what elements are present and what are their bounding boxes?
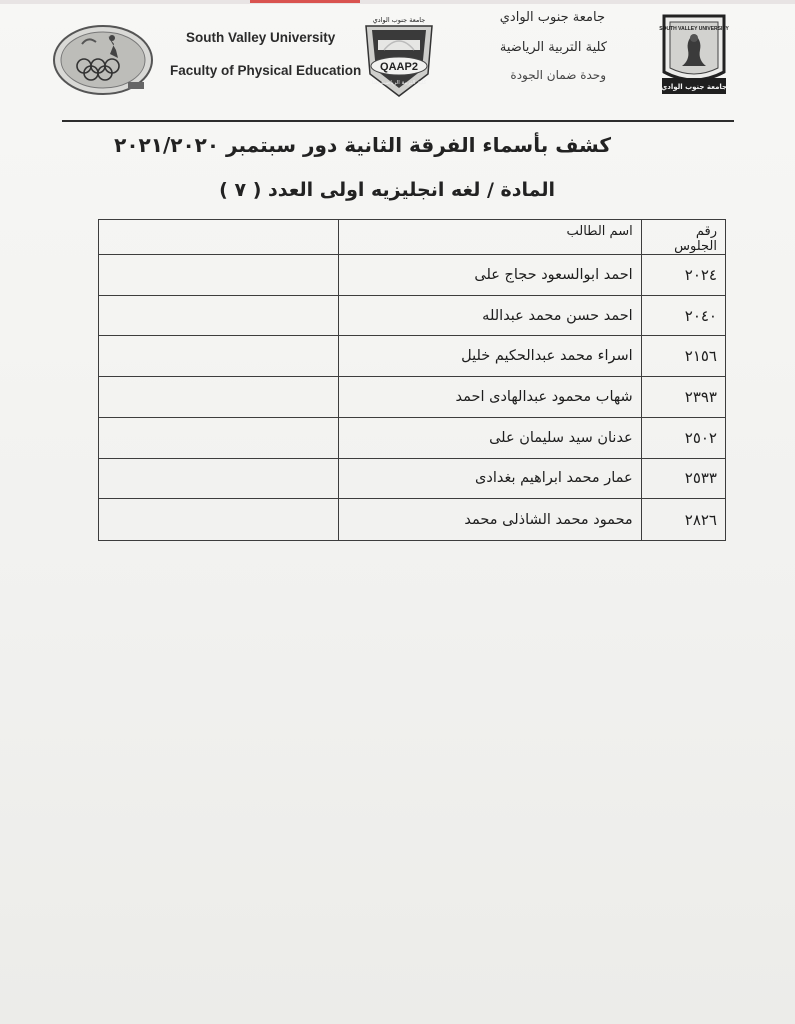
cutoff-header-text: وحدة ضمان الجودة: [510, 68, 606, 82]
red-edge-mark: [250, 0, 360, 3]
faculty-name-ar: كلية التربية الرياضية: [499, 40, 607, 55]
table-row: [99, 499, 726, 541]
table-row: [99, 255, 726, 296]
document-title: كشف بأسماء الفرقة الثانية دور سبتمبر ٢٠٢١/٢٠٢٠: [114, 133, 611, 157]
table-row: [99, 336, 726, 377]
table-row: [99, 377, 726, 418]
column-header-seat-number: رقم الجلوس: [641, 220, 725, 255]
blank-cell: [99, 377, 339, 418]
seat-number-cell: ٢٣٩٣: [641, 377, 725, 418]
seat-number-cell: ٢٠٤٠: [641, 295, 725, 336]
column-header-student-name: اسم الطالب: [339, 220, 641, 255]
document-subtitle: المادة / لغه انجليزيه اولى العدد ( ٧ ): [219, 179, 555, 201]
table-row: [99, 295, 726, 336]
seal-top-text: SOUTH VALLEY UNIVERSITY: [659, 26, 729, 32]
cutoff-header-line: [510, 68, 606, 86]
student-name-cell: احمد حسن محمد عبدالله: [339, 295, 641, 336]
student-name-cell: عدنان سيد سليمان على: [339, 417, 641, 458]
student-name-cell: عمار محمد ابراهيم بغدادى: [339, 458, 641, 499]
blank-cell: [99, 499, 339, 541]
blank-cell: [99, 255, 339, 296]
middle-logo-bottom-text: كلية التربية الرياضية بقنا: [371, 80, 427, 86]
seat-number-cell: ٢٨٢٦: [641, 499, 725, 541]
student-roster-table: [98, 219, 726, 541]
top-edge-strip: [0, 0, 795, 4]
university-seal-icon: [660, 10, 728, 96]
olympic-sports-emblem-icon: [52, 24, 154, 96]
qaap2-emblem-icon: [364, 14, 434, 98]
seat-number-cell: ٢٥٣٣: [641, 458, 725, 499]
blank-cell: [99, 295, 339, 336]
seat-number-cell: ٢٠٢٤: [641, 255, 725, 296]
student-name-cell: اسراء محمد عبدالحكيم خليل: [339, 336, 641, 377]
blank-cell: [99, 417, 339, 458]
blank-cell: [99, 336, 339, 377]
student-name-cell: محمود محمد الشاذلى محمد: [339, 499, 641, 541]
faculty-name-en: Faculty of Physical Education: [170, 63, 362, 78]
university-name-ar: جامعة جنوب الوادي: [499, 10, 605, 25]
student-name-cell: احمد ابوالسعود حجاج على: [339, 255, 641, 296]
table-row: [99, 458, 726, 499]
table-row: [99, 417, 726, 458]
blank-cell: [99, 458, 339, 499]
seal-bottom-text: جامعة جنوب الوادي: [660, 83, 728, 91]
university-name-en: South Valley University: [186, 30, 336, 45]
student-name-cell: شهاب محمود عبدالهادى احمد: [339, 377, 641, 418]
column-header-blank: [99, 220, 339, 255]
header-divider: [62, 120, 734, 122]
middle-logo-code: QAAP2: [380, 61, 418, 73]
table-header-row: [99, 220, 726, 255]
seat-number-cell: ٢١٥٦: [641, 336, 725, 377]
middle-logo-top-text: جامعة جنوب الوادي: [372, 16, 426, 24]
seat-number-cell: ٢٥٠٢: [641, 417, 725, 458]
